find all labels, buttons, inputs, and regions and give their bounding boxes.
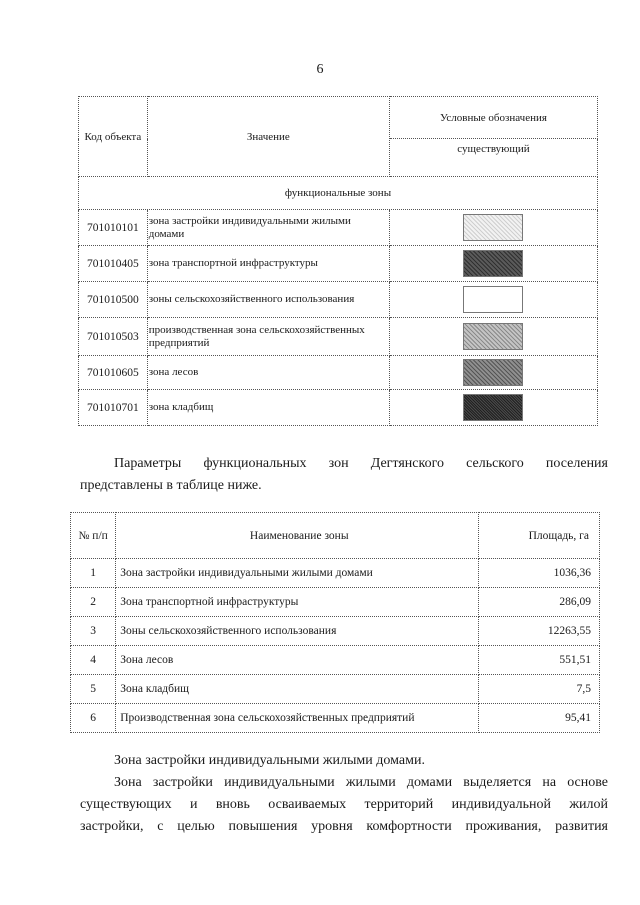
header-symbols: Условные обозначения: [389, 97, 597, 139]
legend-row: [79, 210, 598, 246]
body-line-3: застройки, с целью повышения уровня комфортности проживания, развития: [80, 819, 608, 834]
legend-code: 701010405: [79, 246, 148, 282]
row-zone: Производственная зона сельскохозяйственных предприятий: [116, 704, 479, 733]
header-value: Значение: [147, 97, 389, 177]
row-num: 3: [71, 617, 116, 646]
legend-code: 701010101: [79, 210, 148, 246]
row-zone: Зона застройки индивидуальными жилыми домами: [116, 559, 479, 588]
table-row: [71, 617, 600, 646]
row-zone: Зона транспортной инфраструктуры: [116, 588, 479, 617]
legend-swatch-icon: [463, 323, 523, 350]
row-num: 2: [71, 588, 116, 617]
row-num: 1: [71, 559, 116, 588]
legend-value: зоны сельскохозяйственного использования: [147, 282, 389, 318]
legend-code: 701010500: [79, 282, 148, 318]
header-zone: Наименование зоны: [116, 513, 479, 559]
row-area: 1036,36: [479, 559, 600, 588]
legend-row: [79, 282, 598, 318]
legend-row: [79, 390, 598, 426]
row-area: 95,41: [479, 704, 600, 733]
legend-row: [79, 356, 598, 390]
legend-value: зона застройки индивидуальными жилыми домами: [147, 210, 389, 246]
row-area: 286,09: [479, 588, 600, 617]
legend-swatch-icon: [463, 359, 523, 386]
legend-swatch-icon: [463, 250, 523, 277]
row-num: 6: [71, 704, 116, 733]
row-area: 7,5: [479, 675, 600, 704]
legend-value: зона кладбищ: [147, 390, 389, 426]
row-area: 12263,55: [479, 617, 600, 646]
legend-value: зона транспортной инфраструктуры: [147, 246, 389, 282]
legend-table: [78, 96, 598, 426]
page-number: 6: [316, 62, 324, 77]
legend-code: 701010701: [79, 390, 148, 426]
body-text: [80, 750, 608, 838]
header-existing: существующий: [389, 139, 597, 177]
row-num: 4: [71, 646, 116, 675]
intro-line-1: Параметры функциональных зон Дегтянского сельского поселения: [114, 456, 608, 471]
table-row: [71, 588, 600, 617]
row-zone: Зоны сельскохозяйственного использования: [116, 617, 479, 646]
row-zone: Зона кладбищ: [116, 675, 479, 704]
row-zone: Зона лесов: [116, 646, 479, 675]
legend-code: 701010503: [79, 318, 148, 356]
intro-line-2: представлены в таблице ниже.: [80, 478, 262, 493]
section-functional-zones: функциональные зоны: [79, 177, 598, 210]
row-area: 551,51: [479, 646, 600, 675]
body-heading: Зона застройки индивидуальными жилыми домами.: [114, 753, 425, 768]
legend-swatch-icon: [463, 394, 523, 421]
row-num: 5: [71, 675, 116, 704]
legend-value: зона лесов: [147, 356, 389, 390]
table-row: [71, 675, 600, 704]
table-row: [71, 704, 600, 733]
header-num: № п/п: [71, 513, 116, 559]
body-line-2: существующих и вновь осваиваемых территорий индивидуальной жилой: [80, 797, 608, 812]
header-area: Площадь, га: [479, 513, 600, 559]
area-table: [70, 512, 600, 733]
legend-swatch-icon: [463, 286, 523, 313]
body-line-1: Зона застройки индивидуальными жилыми домами выделяется на основе: [114, 775, 608, 790]
intro-paragraph: [80, 453, 608, 497]
legend-swatch-icon: [463, 214, 523, 241]
header-code: Код объекта: [79, 97, 148, 177]
legend-row: [79, 318, 598, 356]
legend-value: производственная зона сельскохозяйственных предприятий: [147, 318, 389, 356]
table-row: [71, 646, 600, 675]
legend-row: [79, 246, 598, 282]
table-row: [71, 559, 600, 588]
legend-code: 701010605: [79, 356, 148, 390]
